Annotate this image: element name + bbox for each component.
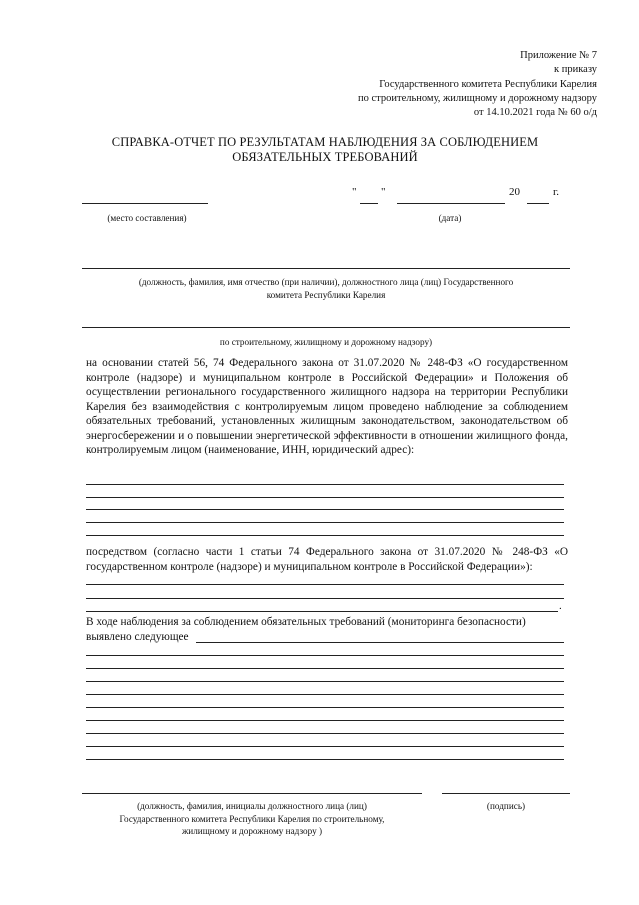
date-caption: (дата) xyxy=(438,213,462,223)
findings-field[interactable] xyxy=(86,681,564,682)
signatory-caption-line: жилищному и дорожному надзору ) xyxy=(181,826,323,836)
annex-line: по строительному, жилищному и дорожному надзору xyxy=(357,92,597,104)
findings-field[interactable] xyxy=(86,668,564,669)
document-title xyxy=(80,135,570,165)
findings-field[interactable] xyxy=(86,655,564,656)
date-year-suffix: г. xyxy=(553,186,560,198)
signatory-caption-line: (должность, фамилия, инициалы должностного лица (лиц) xyxy=(137,801,367,811)
findings-field[interactable] xyxy=(86,694,564,695)
official-field[interactable] xyxy=(82,268,570,269)
annex-header xyxy=(297,49,597,120)
place-field[interactable] xyxy=(82,203,208,204)
controlled-entity-field[interactable] xyxy=(86,535,564,536)
controlled-entity-field[interactable] xyxy=(86,509,564,510)
annex-line: Государственного комитета Республики Карелия xyxy=(379,78,597,90)
official-caption-line: комитета Республики Карелия xyxy=(266,289,386,300)
annex-line: Приложение № 7 xyxy=(520,50,597,61)
official-caption-cont: по строительному, жилищному и дорожному надзору) xyxy=(219,337,433,347)
official-field-2[interactable] xyxy=(82,327,570,328)
controlled-entity-field[interactable] xyxy=(86,522,564,523)
means-field[interactable] xyxy=(86,584,564,585)
controlled-entity-field[interactable] xyxy=(86,484,564,485)
findings-field[interactable] xyxy=(196,642,564,643)
basis-paragraph: на основании статей 56, 74 Федерального закона от 31.07.2020 № 248-ФЗ «О государственном контроле (надзоре) и муниципальном контроле в Российской Федерации» и Положения об осуществлении регионального государственного жилищного надзора на территории Республики Карелия без взаимодействия с контролируемым лицом проведено наблюдение за соблюдением обязательных требований, установленных жилищным законодательством, законодательством об энергосбережении и о повышении энергетической эффективности в отношении жилищного фонда, контролируемым лицом (наименование, ИНН, юридический адрес): xyxy=(86,357,568,456)
signature-field[interactable] xyxy=(442,793,570,794)
findings-field[interactable] xyxy=(86,733,564,734)
means-field[interactable] xyxy=(86,598,564,599)
findings-field[interactable] xyxy=(86,746,564,747)
signatory-field[interactable] xyxy=(82,793,422,794)
official-caption-line: (должность, фамилия, имя отчество (при наличии), должностного лица (лиц) Государственного xyxy=(138,277,514,287)
annex-line: к приказу xyxy=(554,64,597,76)
signature-caption: (подпись) xyxy=(486,801,526,811)
date-year-prefix: 20 xyxy=(509,186,520,198)
controlled-entity-field[interactable] xyxy=(86,497,564,498)
signatory-caption xyxy=(82,800,422,838)
date-year-field[interactable] xyxy=(527,203,549,204)
means-paragraph: посредством (согласно части 1 статьи 74 Федерального закона от 31.07.2020 № 248-ФЗ «О государственном контроле (надзоре) и муниципальном контроле в Российской Федерации»): xyxy=(86,546,568,573)
official-caption xyxy=(82,276,570,301)
place-caption: (место составления) xyxy=(107,213,187,223)
signatory-caption-line: Государственного комитета Республики Карелия по строительному, xyxy=(119,813,385,824)
findings-line-1: В ходе наблюдения за соблюдением обязательных требований (мониторинга безопасности) xyxy=(86,616,526,628)
date-day-field[interactable] xyxy=(360,203,378,204)
findings-field[interactable] xyxy=(86,720,564,721)
means-end-dot: . xyxy=(559,600,562,612)
title-line: СПРАВКА-ОТЧЕТ ПО РЕЗУЛЬТАТАМ НАБЛЮДЕНИЯ ЗА СОБЛЮДЕНИЕМ xyxy=(111,135,539,149)
date-quote-close: " xyxy=(381,186,386,198)
findings-field[interactable] xyxy=(86,759,564,760)
annex-line: от 14.10.2021 года № 60 о/д xyxy=(473,107,597,119)
means-field[interactable] xyxy=(86,611,558,612)
findings-field[interactable] xyxy=(86,707,564,708)
findings-line-2: выявлено следующее xyxy=(86,631,189,643)
title-line: ОБЯЗАТЕЛЬНЫХ ТРЕБОВАНИЙ xyxy=(232,150,418,164)
date-quote-open: " xyxy=(352,186,357,198)
date-month-field[interactable] xyxy=(397,203,505,204)
